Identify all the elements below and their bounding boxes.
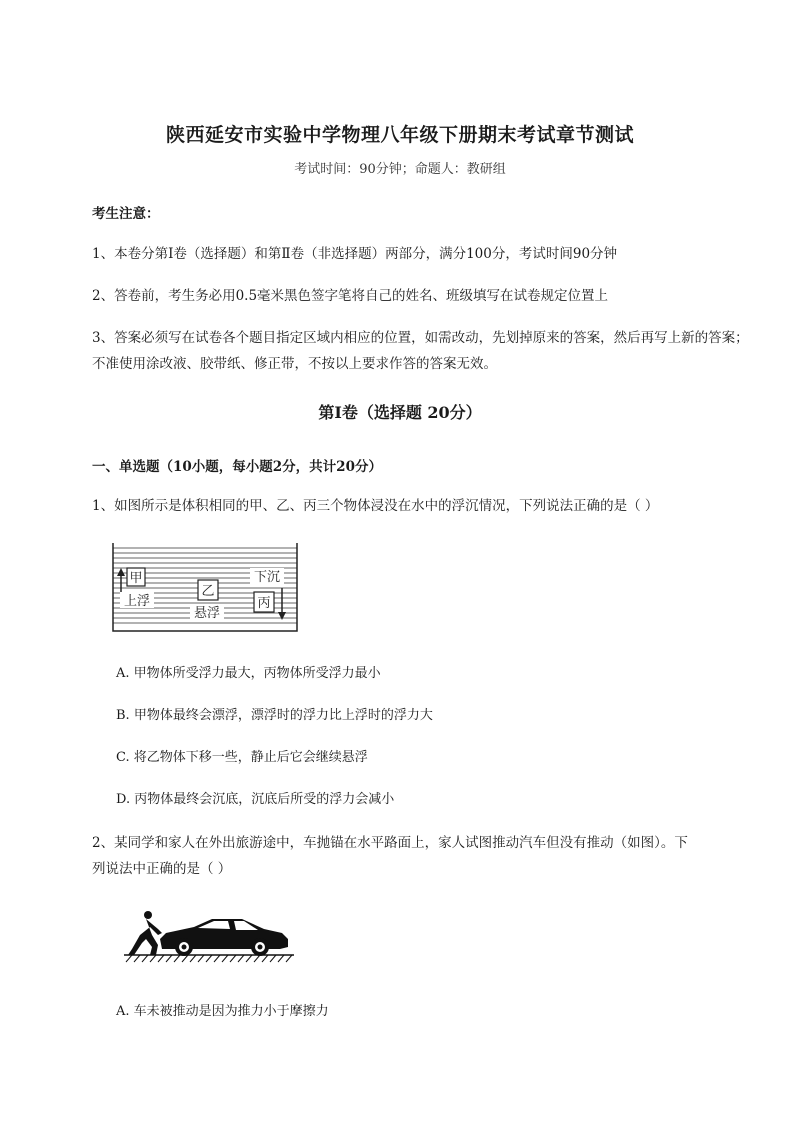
q2-option-a: A. 车未被推动是因为推力小于摩擦力 (116, 1004, 329, 1019)
pushing-car-figure (124, 905, 294, 963)
section-title: 第I卷（选择题 20分） (318, 403, 482, 422)
label-yi: 乙 (201, 584, 215, 599)
notice-heading: 考生注意： (92, 206, 160, 222)
q1-option-d: D. 丙物体最终会沉底，沉底后所受的浮力会减小 (116, 792, 395, 807)
question-2-stem-line-2: 列说法中正确的是（ ） (92, 861, 232, 877)
question-2-stem-line-1: 2、某同学和家人在外出旅游途中，车抛锚在水平路面上，家人试图推动汽车但没有推动（如图）。下 (92, 835, 688, 851)
up-arrowhead-icon (117, 568, 125, 576)
car-icon (160, 919, 288, 956)
label-down: 下沉 (253, 570, 281, 585)
notice-item-2: 2、答卷前，考生务必用0.5毫米黑色签字笔将自己的姓名、班级填写在试卷规定位置上 (92, 288, 609, 304)
page-title: 陕西延安市实验中学物理八年级下册期末考试章节测试 (165, 124, 634, 146)
exam-info: 考试时间：90分钟；命题人：教研组 (294, 162, 506, 177)
buoyancy-figure (112, 542, 298, 632)
q1-option-c: C. 将乙物体下移一些，静止后它会继续悬浮 (116, 750, 368, 765)
down-arrowhead-icon (278, 612, 286, 620)
q1-option-b: B. 甲物体最终会漂浮，漂浮时的浮力比上浮时的浮力大 (116, 708, 433, 723)
label-up: 上浮 (123, 594, 151, 609)
notice-item-1: 1、本卷分第I卷（选择题）和第Ⅱ卷（非选择题）两部分，满分100分，考试时间90分钟 (92, 246, 618, 262)
label-suspend: 悬浮 (193, 606, 221, 621)
question-1-stem: 1、如图所示是体积相同的甲、乙、丙三个物体浸没在水中的浮沉情况，下列说法正确的是（ ） (92, 498, 659, 514)
question-group-heading: 一、单选题（10小题，每小题2分，共计20分） (92, 459, 382, 475)
label-bing: 丙 (257, 596, 271, 611)
person-icon (128, 911, 162, 955)
notice-item-3: 3、答案必须写在试卷各个题目指定区域内相应的位置，如需改动，先划掉原来的答案，然后再写上新的答案；不准使用涂改液、胶带纸、修正带，不按以上要求作答的答案无效。 (92, 330, 749, 372)
label-jia: 甲 (129, 571, 143, 586)
q1-option-a: A. 甲物体所受浮力最大，丙物体所受浮力最小 (116, 666, 381, 681)
